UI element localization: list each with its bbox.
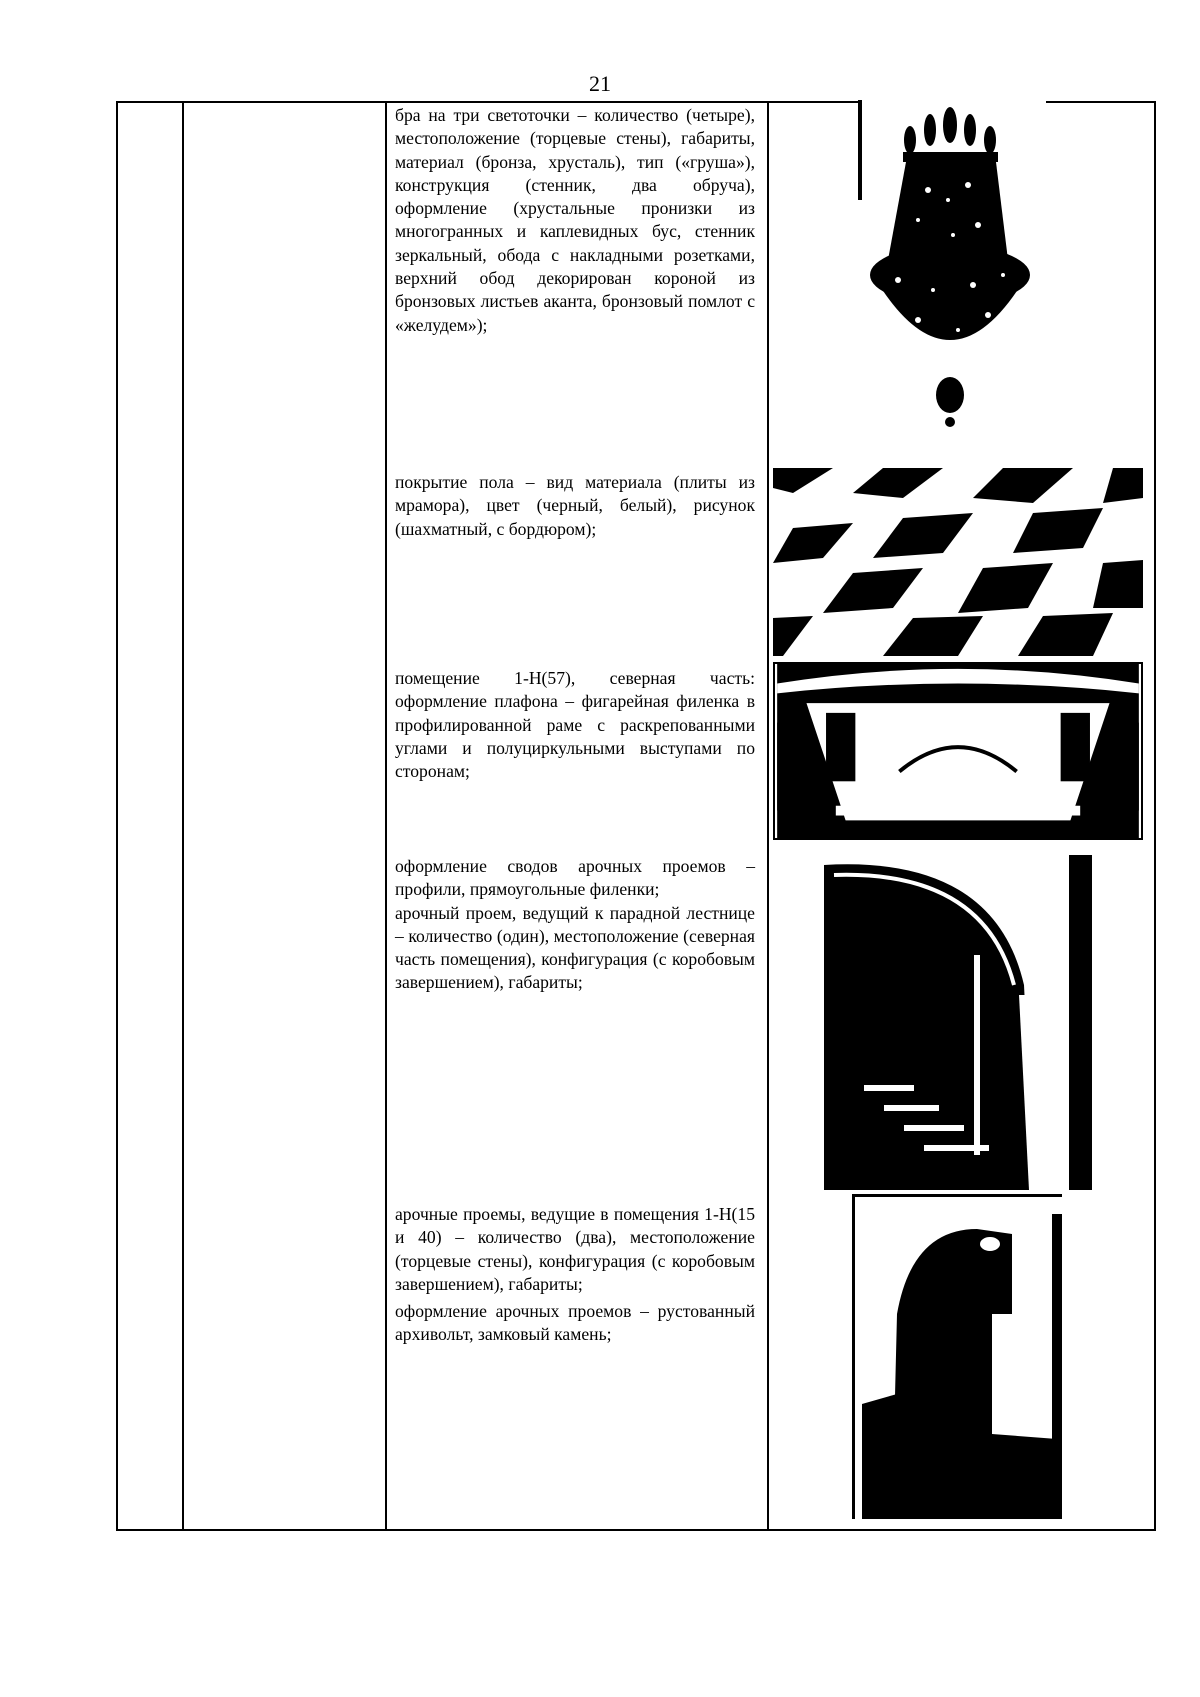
chandelier-photo [858,100,1046,445]
page-number: 21 [589,71,611,96]
ceiling-plafond-photo [773,662,1143,840]
row-4-text-part: оформление сводов арочных проемов – профили, прямоугольные филенки; [395,856,755,900]
column-divider [385,103,387,1529]
column-divider [182,103,184,1529]
row-4-text-part: арочный проем, ведущий к парадной лестнице – количество (один), местоположение (северная часть помещения), конфигурация (с коробовым завершением), габариты; [395,902,755,993]
row-5-text [395,1203,755,1347]
checkered-floor-photo [773,468,1143,656]
row-4-text [395,855,755,995]
row-3-text: помещение 1-Н(57), северная часть: оформление плафона – фигарейная филенка в профилированной раме с раскрепованными углами и полуциркульными выступами по сторонам; [395,668,755,782]
arched-opening-photo [852,1194,1062,1519]
arch-staircase-photo [824,845,1092,1190]
column-divider [767,103,769,1529]
row-5-text-part: арочные проемы, ведущие в помещения 1-Н(15 и 40) – количество (два), местоположение (торцевые стены), конфигурация (с коробовым завершением), габариты; [395,1204,755,1294]
row-1-text: бра на три светоточки – количество (четыре), местоположение (торцевые стены), габариты, материал (бронза, хрусталь), тип («груша»), конструкция (стенник, два обруча), оформление (хрустальные пронизки из многогранных и каплевидных бус, стенник зеркальный, обода с накладными розетками, верхний обод декорирован короной из бронзовых листьев аканта, бронзовый помлот с «желудем»); [395,105,755,335]
row-5-text-part: оформление арочных проемов – рустованный архивольт, замковый камень; [395,1301,755,1345]
row-2-text: покрытие пола – вид материала (плиты из мрамора), цвет (черный, белый), рисунок (шахматный, с бордюром); [395,472,755,539]
